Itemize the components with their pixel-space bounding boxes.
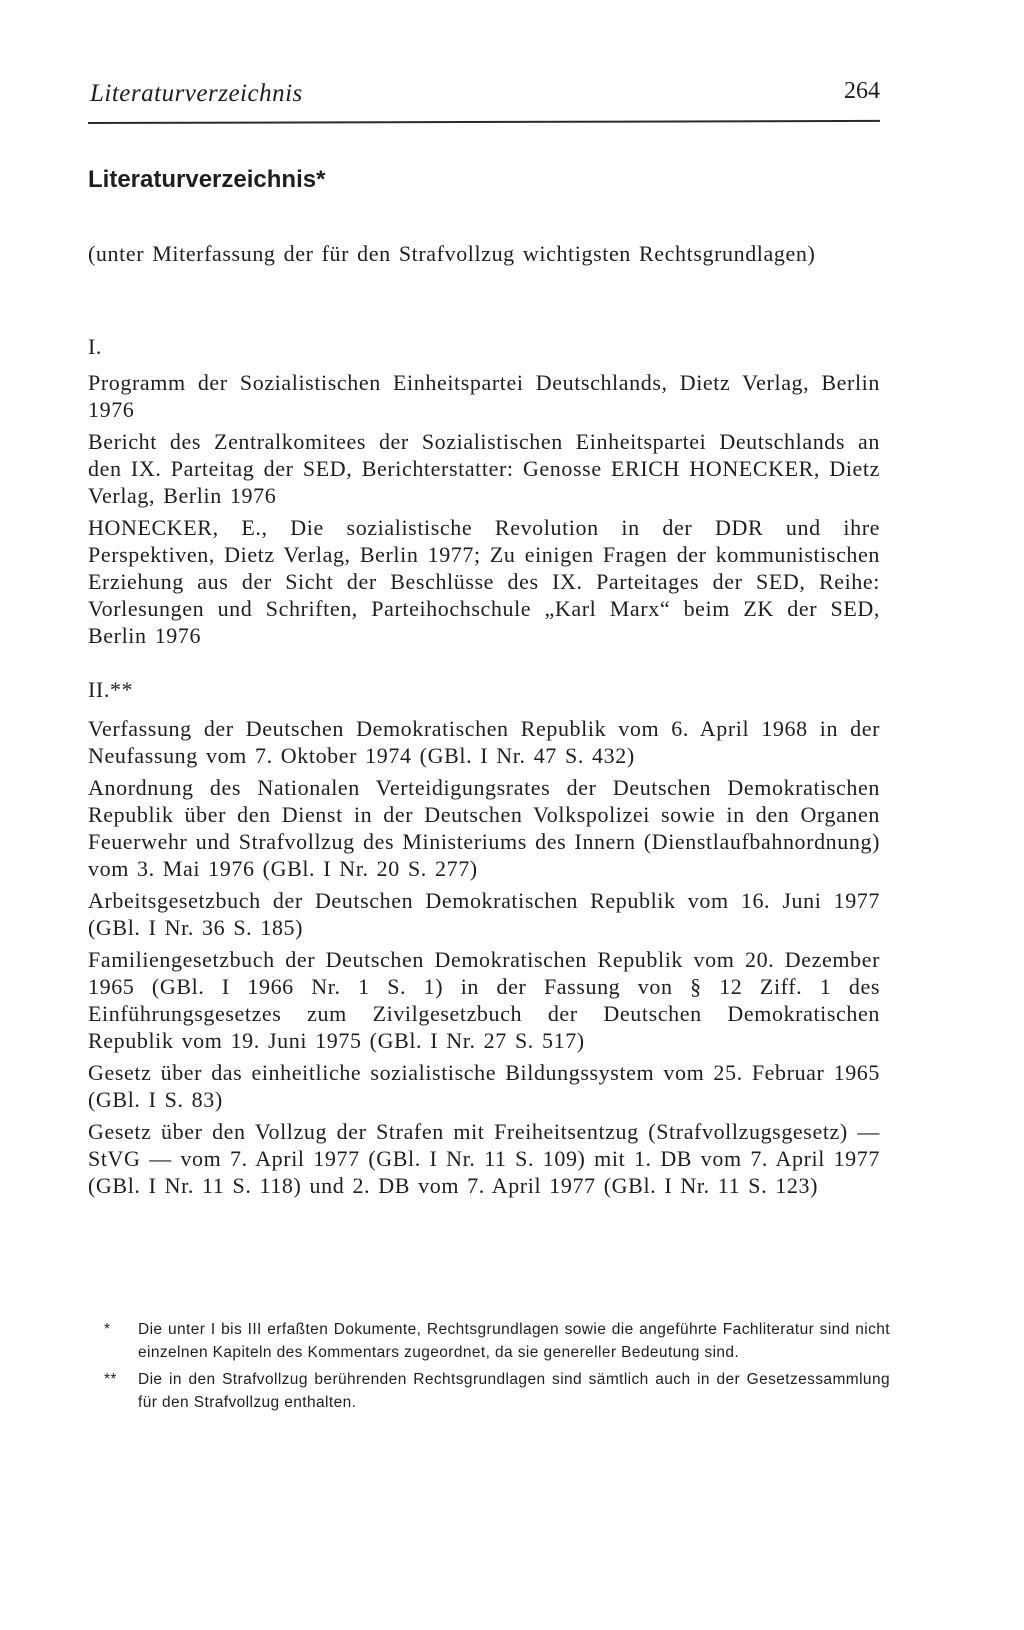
bibliography-entry: Programm der Sozialistischen Einheitspartei Deutschlands, Dietz Verlag, Berlin 1976: [88, 370, 880, 422]
page-title: Literaturverzeichnis*: [88, 166, 326, 193]
footnote-text: Die unter I bis III erfaßten Dokumente, Rechtsgrundlagen sowie die angeführte Fachliteratur sind nicht einzelnen Kapiteln des Kommentars zugeordnet, da sie genereller Bedeutung sind.: [138, 1321, 890, 1361]
page-number: 264: [844, 78, 880, 104]
footnote-mark: **: [104, 1371, 117, 1388]
bibliography-entry: Arbeitsgesetzbuch der Deutschen Demokratischen Republik vom 16. Juni 1977 (GBl. I Nr. 36 S. 185): [88, 888, 880, 940]
bibliography-entry: Anordnung des Nationalen Verteidigungsrates der Deutschen Demokratischen Republik über den Dienst in der Deutschen Volkspolizei sowie in den Organen Feuerwehr und Strafvollzug des Ministeriums des Innern (Dienstlaufbahnordnung) vom 3. Mai 1976 (GBl. I Nr. 20 S. 277): [88, 775, 880, 881]
bibliography-entry: Gesetz über das einheitliche sozialistische Bildungssystem vom 25. Februar 1965 (GBl. I S. 83): [88, 1060, 880, 1112]
bibliography-entry: Familiengesetzbuch der Deutschen Demokratischen Republik vom 20. Dezember 1965 (GBl. I 1966 Nr. 1 S. 1) in der Fassung von § 12 Ziff. 1 des Einführungsgesetzes zum Zivilgesetzbuch der Deutschen Demokratischen Republik vom 19. Juni 1975 (GBl. I Nr. 27 S. 517): [88, 947, 880, 1053]
header-rule: [88, 120, 880, 124]
section-ii: [88, 676, 880, 1204]
footnote-mark: *: [104, 1321, 111, 1338]
bibliography-entry: Gesetz über den Vollzug der Strafen mit Freiheitsentzug (Strafvollzugsgesetz) — StVG — vom 7. April 1977 (GBl. I Nr. 11 S. 109) mit 1. DB vom 7. April 1977 (GBl. I Nr. 11 S. 118) und 2. DB vom 7. April 1977 (GBl. I Nr. 11 S. 123): [88, 1119, 880, 1198]
subtitle: (unter Miterfassung der für den Strafvollzug wichtigsten Rechtsgrundlagen): [88, 241, 816, 266]
running-head: [90, 78, 880, 118]
footnote: [104, 1368, 890, 1414]
running-title: Literaturverzeichnis: [90, 80, 303, 107]
bibliography-entry: Verfassung der Deutschen Demokratischen Republik vom 6. April 1968 in der Neufassung vom 7. Oktober 1974 (GBl. I Nr. 47 S. 432): [88, 716, 880, 768]
footnote: [104, 1318, 890, 1364]
footnote-text: Die in den Strafvollzug berührenden Rechtsgrundlagen sind sämtlich auch in der Gesetzessammlung für den Strafvollzug enthalten.: [138, 1371, 890, 1411]
section-i: [88, 333, 880, 654]
footnotes: [104, 1318, 890, 1418]
section-heading: I.: [88, 334, 103, 359]
bibliography-entry: HONECKER, E., Die sozialistische Revolution in der DDR und ihre Perspektiven, Dietz Verlag, Berlin 1977; Zu einigen Fragen der kommunistischen Erziehung aus der Sicht der Beschlüsse des IX. Parteitages der SED, Reihe: Vorlesungen und Schriften, Parteihochschule „Karl Marx“ beim ZK der SED, Berlin 1976: [88, 515, 880, 648]
section-heading: II.**: [88, 677, 134, 702]
bibliography-entry: Bericht des Zentralkomitees der Sozialistischen Einheitspartei Deutschlands an den IX. Parteitag der SED, Berichterstatter: Genosse ERICH HONECKER, Dietz Verlag, Berlin 1976: [88, 429, 880, 508]
